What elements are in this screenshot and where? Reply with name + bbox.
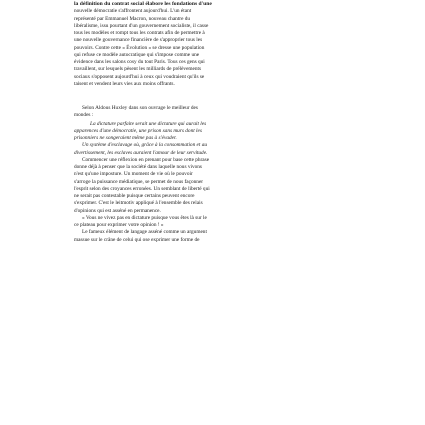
text-line: représenté par Emmanuel Macron, nouveau chantre du <box>74 15 191 22</box>
text-line: nouvelle démocratie s'affrontent aujourd'hui. L'un étant <box>74 8 192 15</box>
document-page <box>74 0 359 244</box>
text-line: Commencer une réflexion en prenant pour base cette phrase <box>82 156 210 163</box>
paragraph-spacer <box>74 88 359 105</box>
text-line: une nouvelle gouvernance financière de s'approprier tous les <box>74 37 203 44</box>
huxley-quote <box>74 121 359 157</box>
paragraph-intro <box>74 1 359 88</box>
paragraph-reflection <box>74 157 359 215</box>
text-line: Selon Aldous Huxley dans son ouvrage le meilleur des <box>82 105 198 111</box>
text-line: divertissement, les esclaves auraient l'amour de leur servitude. <box>74 149 208 156</box>
text-line: prisonniers ne songeraient même pas à s'évader. <box>74 135 177 141</box>
text-line: la définition du contrat social élabore les fondations d'une <box>74 1 212 7</box>
text-line: « Vous ne vivez pas en dictature puisque vous êtes là sur le <box>82 214 207 221</box>
text-line: pouvoirs. Contre cette « Évolution » se dresse une population <box>74 44 205 51</box>
text-line: s'arroge la puissance médiatique, se permet de nous façonner <box>74 178 204 185</box>
text-line: qui refuse ce modèle autocratique qui s'impose comme une <box>74 51 200 58</box>
text-line: apparences d'une démocratie, une prison sans murs dont les <box>74 127 202 134</box>
paragraph-huxley-intro <box>74 105 359 120</box>
text-line: sociaux s'opposent aujourd'hui à ceux qui voudraient qu'ils se <box>74 73 205 80</box>
text-line: libéralisme, issu pourtant d'un gouvernement socialiste, il casse <box>74 22 209 29</box>
text-line: l'esprit selon des croyances erronées. Un semblant de liberté qui <box>74 185 210 192</box>
text-line: s'exprimer. C'est le leitmotiv appliqué à l'ensemble des relais <box>74 200 203 207</box>
text-line: Un système d'esclavage où, grâce à la consommation et au <box>82 142 207 149</box>
text-line: tous les modèles et rompt tous les contrats afin de permettre à <box>74 30 205 36</box>
text-line: taisent et vendent leurs vies aux moins offrants. <box>74 80 175 87</box>
text-line: ne serait pas contestable puisque certains peuvent encore <box>74 193 195 199</box>
text-line: n'est qu'une imposture. Un moment de vie où le pouvoir <box>74 171 193 178</box>
paragraph-element-langage <box>74 229 359 244</box>
text-line: travaillent, sur lesquels pèsent les milliards de prélèvements <box>74 66 202 73</box>
text-line: Le fameux élément de langage asséné comme un argument <box>82 229 207 236</box>
text-line: ce plateau pour exprimer votre opinion ! » <box>74 222 164 228</box>
text-line: mondes : <box>74 112 94 119</box>
text-line: donne déjà à penser que la société dans laquelle nous vivons <box>74 164 202 170</box>
text-line: évidence dans les salons cosy du tout Paris. Tous ces gens qui <box>74 59 205 65</box>
paragraph-quote-plateau <box>74 215 359 230</box>
text-line: d'opinions qui est asséné en permanence. <box>74 207 161 214</box>
text-line: massue sur le crâne de celui qui ose exprimer une forme de <box>74 236 200 243</box>
text-line: La dictature parfaite serait une dictature qui aurait les <box>90 120 207 127</box>
